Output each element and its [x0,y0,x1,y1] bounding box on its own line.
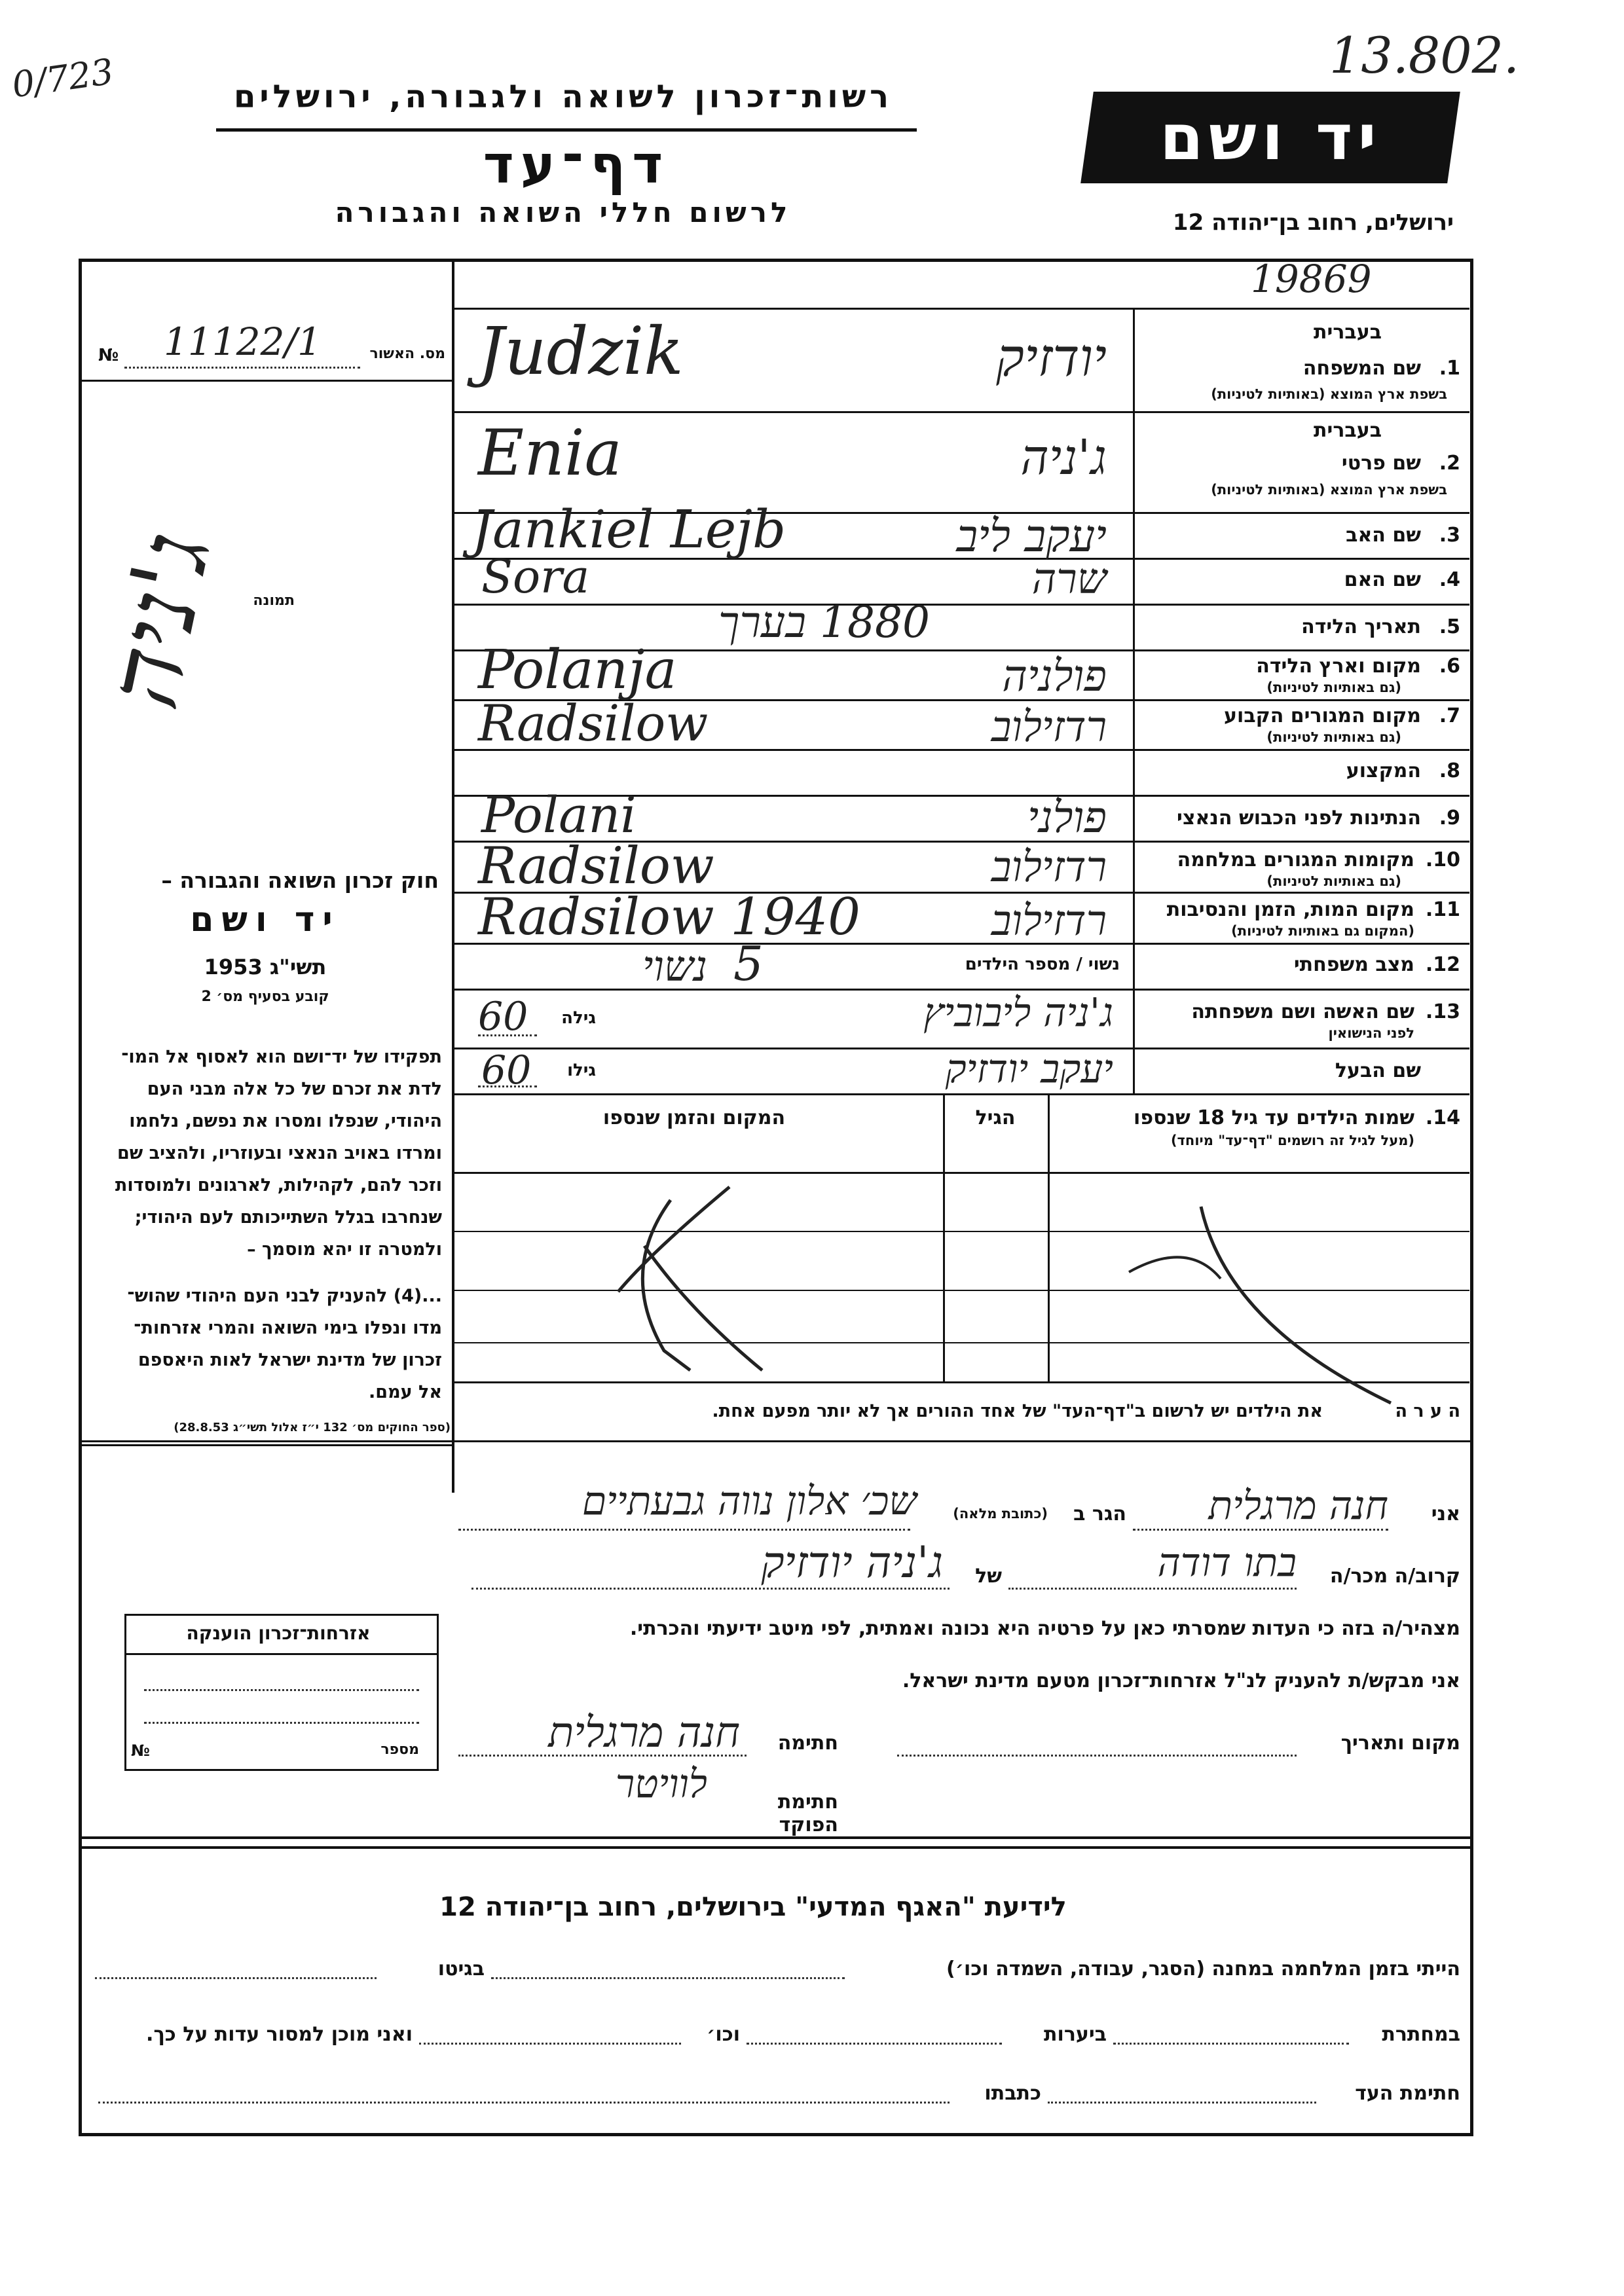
law-text-5: וזכר להם, לקהילות, לארגונים ולמוסדות [115,1175,442,1195]
field-6-latin: Polanja [478,639,677,701]
declaration-place-date-dots [897,1755,1297,1757]
strike-x-stroke-3 [618,1187,729,1292]
field-4-label: שם האם [1344,568,1421,591]
footer-line3-dots-1 [1048,2102,1316,2104]
approval-dots [124,367,360,369]
field-9-label: הנתינות לפני הכבוש הנאצי [1177,807,1421,829]
declaration-inspector: חתימת הפוקד [777,1791,838,1836]
footer-line2-dots-1 [1113,2043,1349,2045]
field-3-number: 3. [1439,524,1460,547]
form-title: דף־עד [483,134,670,195]
footer-line3-address: כתבתו [984,2082,1041,2105]
declaration-of: של [975,1565,1002,1588]
field-13-value: ג'ניה ליבוביץ [923,990,1113,1036]
footer-title: לידיעת "האגף המדעי" בירושלים, רחוב בן־יהודה 12 [439,1892,1067,1922]
footer-line2-forests: ביערות [1044,2023,1107,2046]
logo-text: יד ושם [1159,101,1382,174]
field-12-number: 12. [1425,953,1460,976]
field-7-hebrew: רדזילוב [991,703,1107,752]
field-13-age-label: גילה [561,1008,596,1028]
field-1-number: 1. [1439,357,1460,380]
law-text-8: ...(4) להעניק לבני העם היהודי שהוש־ [127,1286,442,1306]
strike-curve [1201,1207,1391,1403]
field-7-latin: Radsilow [478,694,709,752]
law-source: (ספר החוקים מס׳ 132 י״ז אלול תשי״ג 28.8.53) [174,1421,451,1434]
field-4-hebrew: שרה [1031,555,1107,604]
husband-age: 60 [481,1048,532,1093]
law-name: יד ושם [190,900,341,939]
husband-value: יעקב יודזיק [945,1046,1113,1092]
field-11-sub: (המקום גם באותיות לטיניות) [1231,923,1414,939]
field-9-hebrew: פולני [1027,792,1107,843]
field-8-label: המקצוע [1346,759,1421,782]
authority-name: רשות־זכרון לשואה ולגבורה, ירושלים [233,79,893,115]
law-year: תשי"ג 1953 [204,955,327,979]
footer-line2-etc: וכו׳ [707,2023,740,2046]
footer-line3-dots-2 [98,2102,950,2104]
strike-wave [1129,1257,1221,1279]
law-text-7: ולמטרה זו יהא מוסמך – [247,1239,442,1260]
note-text: את הילדים יש לרשום ב"דף־העד" של אחד ההורים אך לא יותר מפעם אחת. [712,1401,1323,1421]
certificate-title: אזרחות־זכרון הוענקה [186,1622,371,1644]
row-rule-2 [454,411,1469,413]
field-10-number: 10. [1425,848,1460,871]
declaration-resident-hint: (כתובת מלאה) [953,1506,1048,1522]
declaration-signature-dots [458,1755,747,1757]
field-13-sub: לפני הנישואין [1328,1025,1414,1041]
declaration-inspector-value: לוויטר [615,1761,707,1807]
margin-note-top-left: 0/723 [9,50,117,106]
declaration-signature: חתימה [777,1732,838,1755]
declaration-of-value: ג'ניה יודזיק [761,1537,943,1588]
field-6-label: מקום וארץ הלידה [1256,655,1421,678]
declaration-signature-value: חנה מרגלית [548,1709,740,1757]
field-2-hebrew: ג'ניה [1020,429,1107,486]
photo-signature: ג'ניה [85,522,234,718]
certificate-number-suffix: № [131,1741,150,1760]
margin-note-top-right: 13.802. [1329,26,1520,84]
declaration-relation-dots [1008,1588,1297,1590]
form-subtitle: לרשום חללי השואה והגבורה [335,196,792,228]
field-7-sub: (גם באותיות לטיניות) [1266,729,1401,745]
declaration-relation: בתו דודה [1157,1540,1297,1586]
field-1-hebrew-tag: בעברית [1314,321,1382,344]
field-10-sub: (גם באותיות לטיניות) [1266,873,1401,889]
law-text-10: זכרון של מדינת ישראל לאות היאספם [138,1350,442,1370]
footer-line1-ghetto: בגיטו [437,1958,485,1980]
law-bottom-rule [82,1444,454,1446]
footer-double-rule-2 [82,1846,1470,1849]
law-text-6: שנחרבו בגלל השתייכותם לעם היהודי; [134,1207,442,1228]
field-7-label: מקום המגורים הקבוע [1224,704,1421,727]
row-rule-15 [454,1093,1469,1095]
field-8-number: 8. [1439,759,1460,782]
strike-x-stroke-2 [644,1246,762,1370]
field-6-hebrew: פולניה [1002,651,1107,701]
field-13-age: 60 [478,994,528,1040]
field-13-label: שם האשה ושם משפחתה [1191,1000,1414,1023]
field-14-label: שמות הילדים עד גיל 18 שנספו [1134,1106,1414,1129]
field-12-status: נשוי [642,943,707,991]
field-14-col-place: המקום והזמן שנספו [602,1106,786,1129]
field-2-label: שם פרטי [1341,452,1421,475]
row-rule-1 [454,308,1469,310]
declaration-request: אני מבקש/ת להעניק לנ"ל אזרחות־זכרון מטעם מדינת ישראל. [902,1669,1460,1692]
field-12-inline-label: נשוי / מספר הילדים [965,955,1120,974]
field-2-latin: Enia [478,416,622,490]
field-1-label: שם המשפחה [1302,357,1421,380]
law-text-11: אל עמם. [369,1382,442,1402]
law-clause: קובע בסעיף מס׳ 2 [201,989,329,1005]
field-6-number: 6. [1439,655,1460,678]
photo-label: תמונה [253,592,295,609]
declaration-address: שכ׳ אלון נווה גבעתיים [581,1478,917,1524]
field-9-number: 9. [1439,807,1460,829]
certificate-dots-1 [144,1689,419,1691]
declaration-of-dots [471,1588,950,1590]
law-text-1: תפקידו של יד־ושם הוא לאסוף אל המו־ [121,1047,442,1067]
field-2-sub: בשפת ארץ המוצא (באותיות לטיניות) [1211,482,1447,498]
field-5-label: תאריך הלידה [1301,615,1421,638]
children-strike-marks [454,1174,1469,1423]
footer-line2-testimony: ואני מוכן למסור עדות על כך. [146,2023,413,2046]
footer-line2-dots-3 [419,2043,681,2045]
field-12-label: מצב משפחתי [1293,953,1414,976]
husband-age-label: גילו [567,1061,596,1080]
footer-line1-dots-2 [95,1977,377,1979]
field-11-label: מקום המות, הזמן והנסיבות [1166,898,1414,921]
footer-line1-dots-1 [491,1977,845,1979]
certificate-title-rule [124,1653,439,1655]
field-13-number: 13. [1425,1000,1460,1023]
declaration-ani: אני [1431,1503,1460,1525]
field-14-sub: (מעל לגיל זה רושמים "דף־עד" מיוחד) [1170,1133,1414,1148]
declaration-resident: הגר ב [1073,1503,1126,1525]
declaration-relative: קרוב/ה מכר/ה [1329,1565,1460,1588]
header-rule [216,128,917,132]
field-7-number: 7. [1439,704,1460,727]
field-11-number: 11. [1425,898,1460,921]
approval-label: מס. האשור [369,346,445,362]
law-text-2: לדת את זכרם של כל אלה מבני העם [147,1079,442,1099]
field-9-latin: Polani [481,786,637,844]
field-3-label: שם האב [1346,524,1421,547]
law-text-3: היהודי, שנפלו ומסרו את נפשם, נלחמו [129,1111,442,1131]
field-4-latin: Sora [481,550,590,604]
footer-line2-dots-2 [747,2043,1002,2045]
field-2-hebrew-tag: בעברית [1314,419,1382,442]
law-title: חוק זכרון השואה והגבורה – [161,867,439,893]
law-text-4: ומרדו באויב הנאצי ובעוזריו, ולהציב שם [117,1143,442,1163]
field-5-number: 5. [1439,615,1460,638]
declaration-statement: מצהיר/ה בזה כי העדות שמסרתי כאן על פרטיה היא נכונה ואמתית, לפי מיטב ידיעתי והכרתי. [629,1617,1460,1640]
note-bottom-rule [82,1440,1470,1442]
approval-suffix: № [98,346,119,365]
footer-double-rule-1 [82,1836,1470,1839]
certificate-dots-2 [144,1722,419,1724]
approval-rule [82,380,454,382]
declaration-ani-dots [1133,1529,1388,1531]
declaration-ani-value: חנה מרגלית [1208,1483,1388,1529]
field-1-sub: בשפת ארץ המוצא (באותיות לטיניות) [1211,386,1447,402]
note-label: ה ע ר ה [1395,1401,1460,1421]
approval-number: 11122/1 [164,319,322,364]
certificate-number-label: מספר [380,1741,419,1758]
field-11-hebrew: רדזילוב [991,897,1107,945]
yad-vashem-logo [1080,92,1460,183]
law-text-9: מדו ונפלו בימי השואה והמרי אזרחות־ [134,1318,442,1338]
record-id: 19869 [1251,257,1372,301]
field-5-value: 1880 בערך [718,597,930,647]
field-12-children: 5 [733,936,764,991]
declaration-place-date: מקום ותאריך [1340,1732,1460,1755]
field-1-latin: Judzik [478,313,684,390]
field-10-label: מקומות המגורים במלחמה [1177,848,1414,871]
field-10-latin: Radsilow [478,837,714,896]
field-6-sub: (גם באותיות לטיניות) [1266,680,1401,695]
field-3-hebrew: יעקב ליב [956,511,1107,562]
husband-label: שם הבעל [1335,1059,1421,1082]
footer-line2-underground: במחתרת [1382,2023,1460,2046]
field-11-latin: Radsilow 1940 [478,888,860,947]
header-address: ירושלים, רחוב בן־יהודה 12 [1172,210,1454,236]
field-1-hebrew: יודזיק [996,327,1107,388]
field-2-number: 2. [1439,452,1460,475]
footer-line3-witness-signature: חתימת העד [1355,2082,1460,2105]
field-4-number: 4. [1439,568,1460,591]
footer-line1-camp: הייתי בזמן המלחמה במחנה (הסגר, עבודה, השמדה וכו׳) [946,1958,1460,1980]
field-10-hebrew: רדזילוב [991,843,1107,892]
field-14-number: 14. [1425,1106,1460,1129]
field-14-col-age: הגיל [975,1106,1016,1129]
field-3-latin: Jankiel Lejb [471,499,786,560]
declaration-address-dots [458,1529,910,1531]
